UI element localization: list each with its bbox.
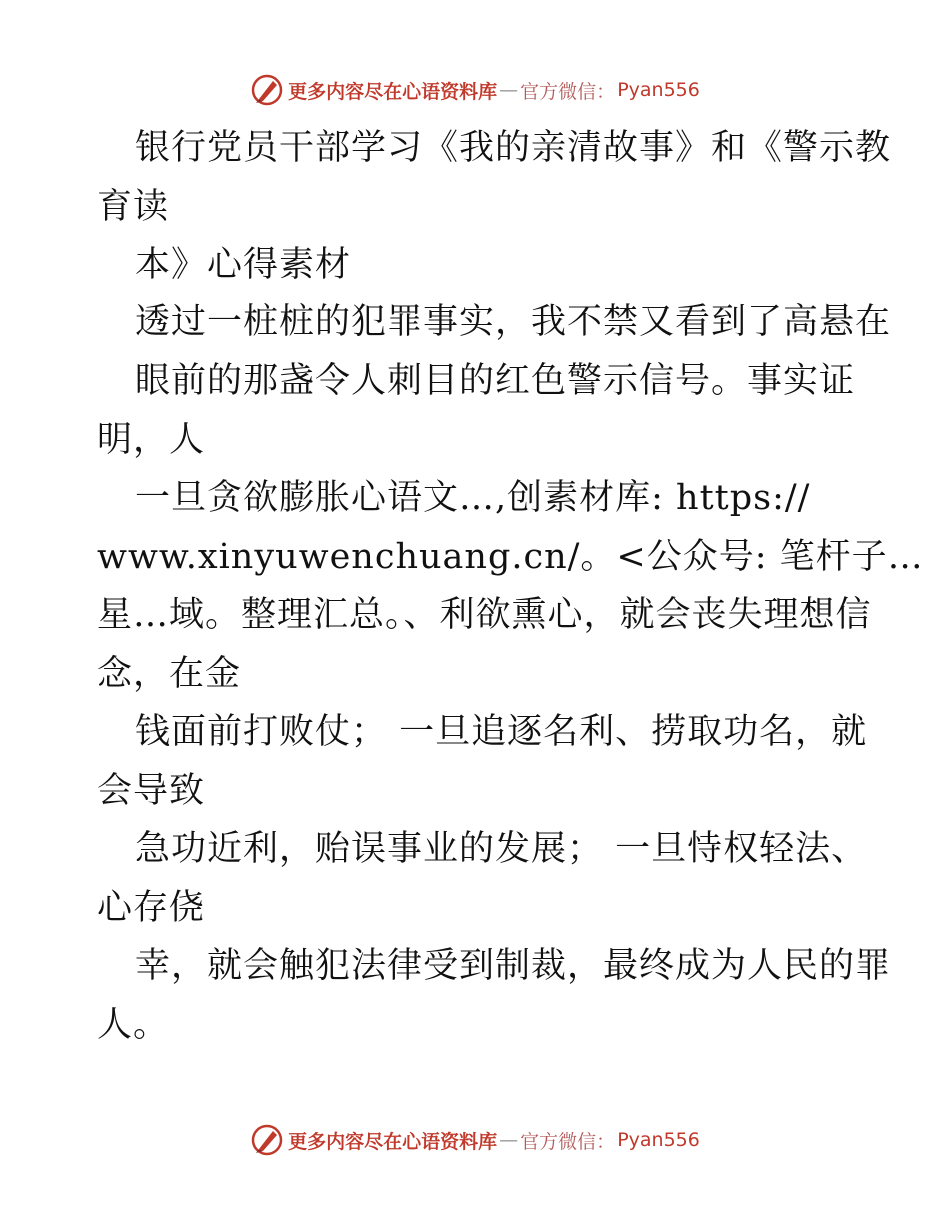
body-line: 一旦贪欲膨胀心语文…,创素材库: https://: [135, 478, 811, 518]
header-banner: [0, 70, 950, 110]
body-line: 星…域。整理汇总。、利欲熏心，就会丧失理想信: [97, 595, 872, 635]
banner-wechat-id: Pyan556: [617, 79, 700, 101]
body-line: 明，人: [97, 420, 206, 460]
body-line: 育读: [97, 187, 170, 227]
footer-banner: [0, 1120, 950, 1160]
body-line: 人。: [97, 1005, 170, 1045]
body-line: www.xinyuwenchuang.cn/。<公众号: 笔杆子…: [97, 537, 924, 577]
banner-wechat-id: Pyan556: [617, 1129, 700, 1151]
body-line: 银行党员干部学习《我的亲清故事》和《警示教: [135, 128, 892, 168]
banner-wechat-label: 官方微信：: [520, 1130, 616, 1153]
body-line: 透过一桩桩的犯罪事实，我不禁又看到了高悬在: [135, 302, 892, 342]
banner-main-text: 更多内容尽在心语资料库: [288, 80, 498, 103]
banner-dash: —: [499, 1129, 519, 1151]
body-line: 急功近利，贻误事业的发展； 一旦恃权轻法、: [135, 829, 868, 869]
pen-nib-icon: [250, 1123, 284, 1157]
body-line: 本》心得素材: [135, 245, 352, 285]
banner-wechat-label: 官方微信：: [520, 80, 616, 103]
body-line: 念，在金: [97, 654, 242, 694]
banner-dash: —: [499, 79, 519, 101]
body-line: 会导致: [97, 771, 206, 811]
banner-main-text: 更多内容尽在心语资料库: [288, 1130, 498, 1153]
body-line: 钱面前打败仗； 一旦追逐名利、捞取功名，就: [135, 712, 868, 752]
pen-nib-icon: [250, 73, 284, 107]
body-line: 幸，就会触犯法律受到制裁，最终成为人民的罪: [135, 946, 892, 986]
body-line: 心存侥: [97, 888, 206, 928]
body-line: 眼前的那盏令人刺目的红色警示信号。事实证: [135, 361, 856, 401]
